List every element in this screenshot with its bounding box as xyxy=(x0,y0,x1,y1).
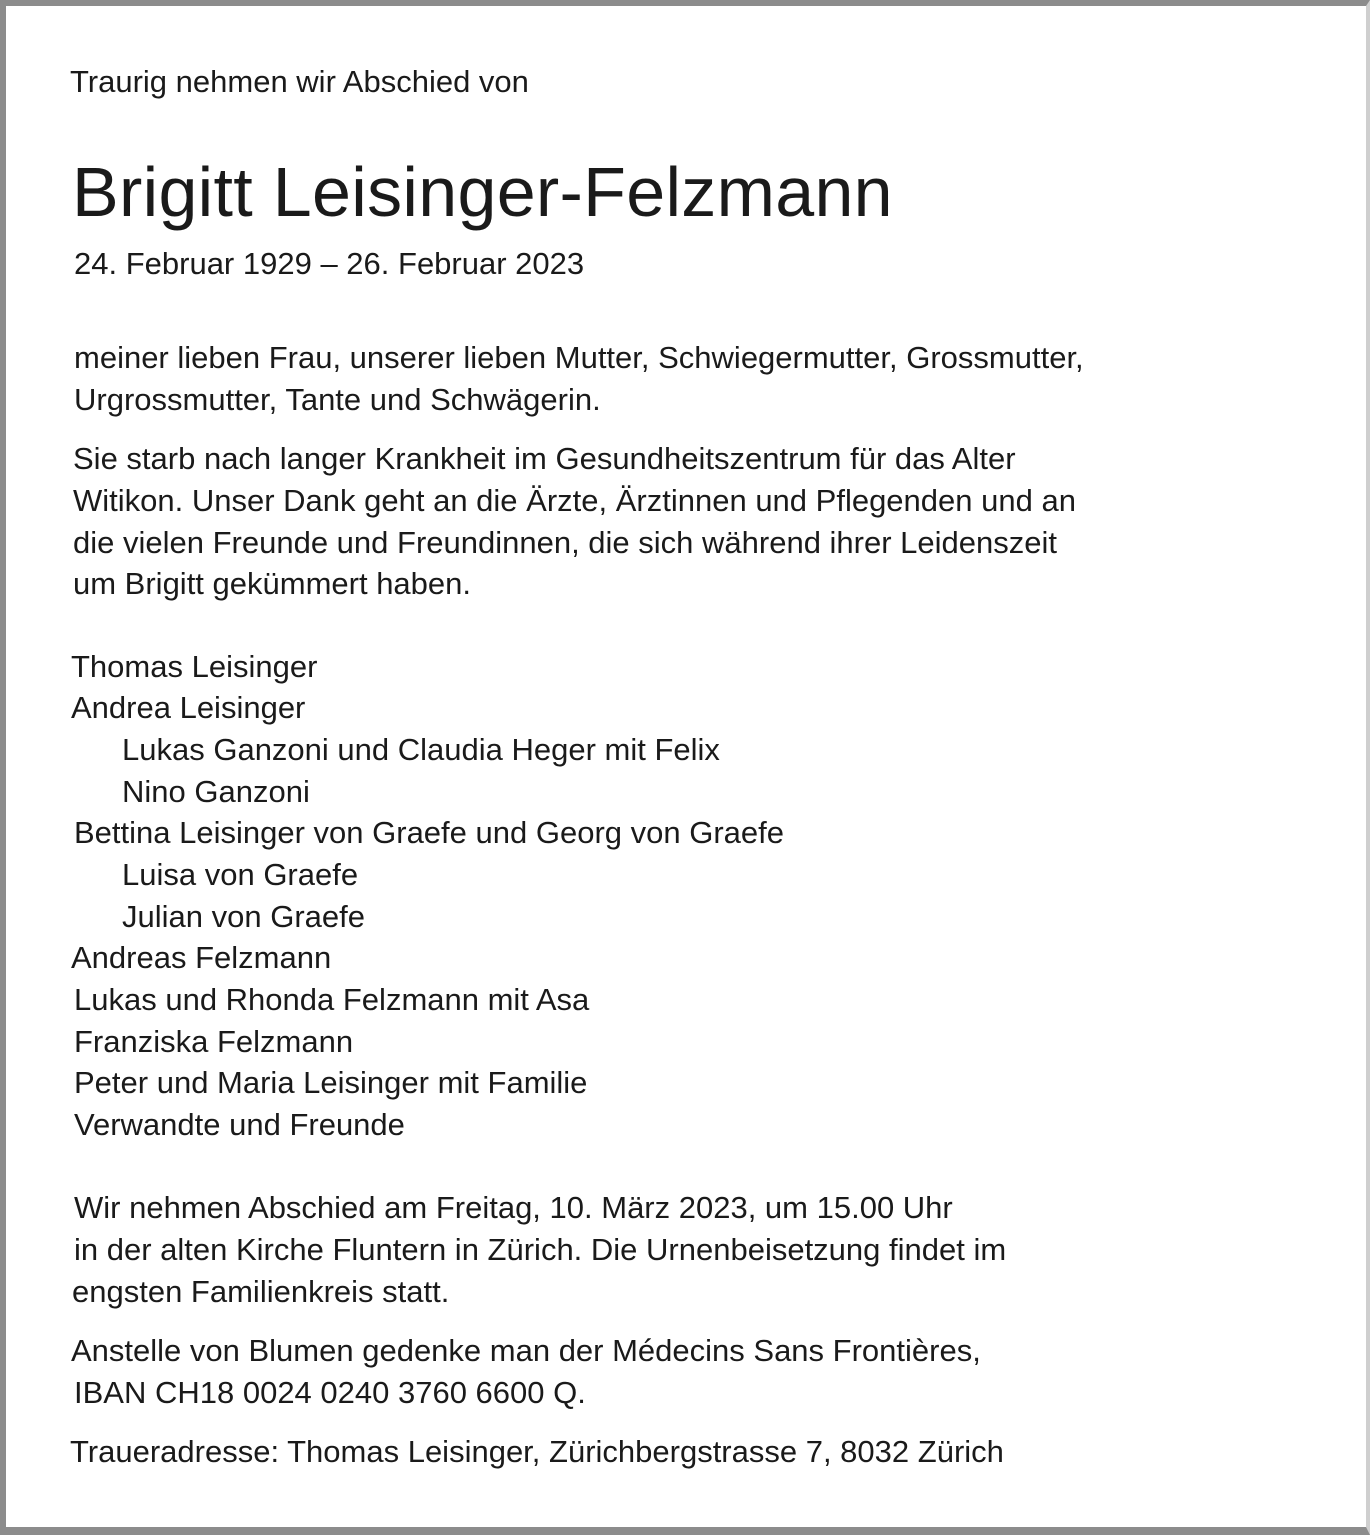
paragraph-line: Sie starb nach langer Krankheit im Gesundheitszentrum für das Alter xyxy=(73,441,1016,476)
survivor-name: Julian von Graefe xyxy=(122,899,365,934)
paragraph-line: um Brigitt gekümmert haben. xyxy=(73,566,472,601)
paragraph-line: Urgrossmutter, Tante und Schwägerin. xyxy=(74,382,601,417)
survivor-name: Verwandte und Freunde xyxy=(74,1107,405,1142)
paragraph-line: Wir nehmen Abschied am Freitag, 10. März 2023, um 15.00 Uhr xyxy=(74,1190,953,1225)
paragraph-line: die vielen Freunde und Freundinnen, die sich während ihrer Leidenszeit xyxy=(73,525,1058,560)
mourning-address: Traueradresse: Thomas Leisinger, Zürichbergstrasse 7, 8032 Zürich xyxy=(70,1434,1004,1469)
survivor-name: Bettina Leisinger von Graefe und Georg von Graefe xyxy=(74,815,784,850)
survivor-name: Nino Ganzoni xyxy=(122,774,310,809)
paragraph-line: Witikon. Unser Dank geht an die Ärzte, Ärztinnen und Pflegenden und an xyxy=(73,483,1076,518)
paragraph-line: engsten Familienkreis statt. xyxy=(72,1274,450,1309)
life-dates: 24. Februar 1929 – 26. Februar 2023 xyxy=(74,246,585,281)
survivor-name: Lukas Ganzoni und Claudia Heger mit Felix xyxy=(122,732,720,767)
survivor-name: Franziska Felzmann xyxy=(74,1024,354,1059)
survivor-name: Lukas und Rhonda Felzmann mit Asa xyxy=(74,982,590,1017)
iban-line: IBAN CH18 0024 0240 3760 6600 Q. xyxy=(74,1375,586,1410)
intro-text: Traurig nehmen wir Abschied von xyxy=(70,64,529,99)
survivor-name: Thomas Leisinger xyxy=(71,649,318,684)
paragraph-line: in der alten Kirche Fluntern in Zürich. Die Urnenbeisetzung findet im xyxy=(74,1232,1007,1267)
paragraph-line: meiner lieben Frau, unserer lieben Mutter, Schwiegermutter, Grossmutter, xyxy=(74,340,1084,375)
survivor-name: Andreas Felzmann xyxy=(71,940,332,975)
paragraph-line: Anstelle von Blumen gedenke man der Médecins Sans Frontières, xyxy=(71,1333,981,1368)
survivor-name: Andrea Leisinger xyxy=(71,690,306,725)
deceased-name: Brigitt Leisinger-Felzmann xyxy=(72,153,893,231)
survivor-name: Peter und Maria Leisinger mit Familie xyxy=(74,1065,588,1100)
survivor-name: Luisa von Graefe xyxy=(122,857,359,892)
